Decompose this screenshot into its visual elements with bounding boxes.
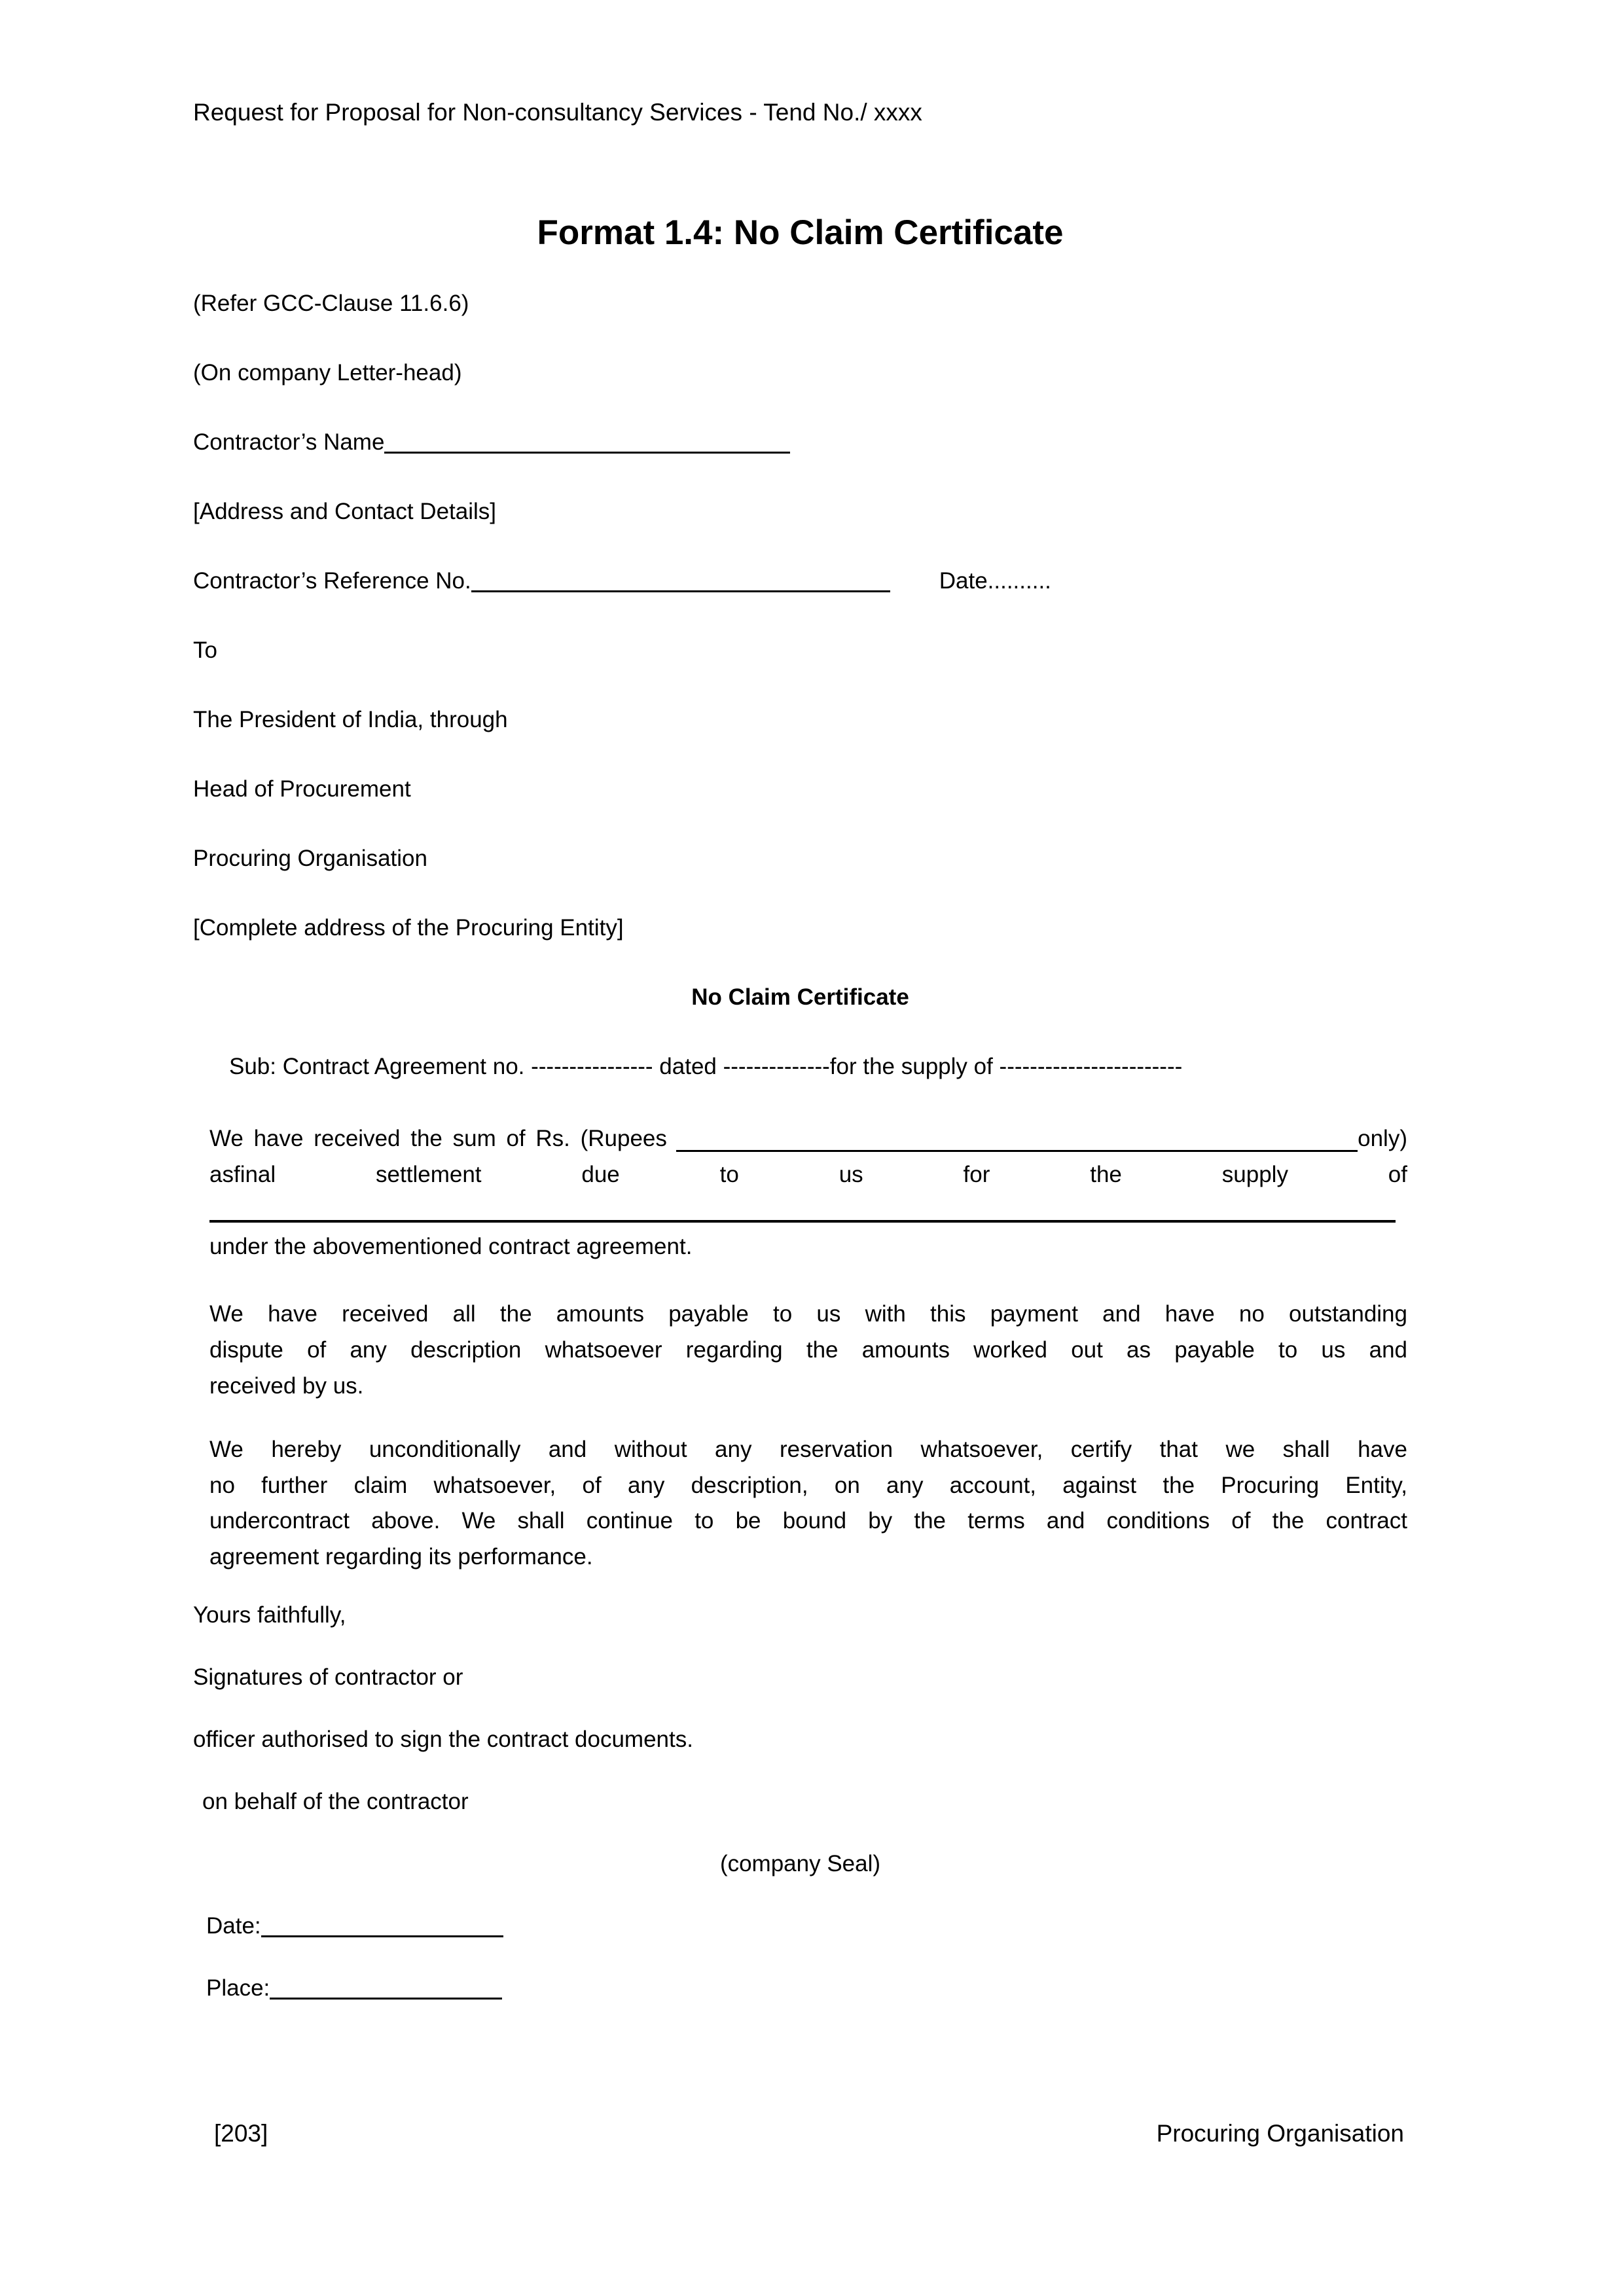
reference-no-blank [471, 590, 890, 592]
recipient-line-2: Head of Procurement [193, 776, 411, 802]
date-label: Date: [206, 1913, 261, 1939]
letterhead-note-line: (On company Letter-head) [193, 359, 462, 386]
supply-description-blank [209, 1220, 1396, 1223]
subject-line: Sub: Contract Agreement no. ---------------- dated --------------for the supply of ------------------------ [229, 1053, 1183, 1079]
certificate-heading: No Claim Certificate [691, 984, 909, 1010]
para3-line1: We hereby unconditionally and without any reservation whatsoever, certify that we shall have [209, 1436, 1407, 1462]
para1-line1 [209, 1121, 1407, 1157]
rupees-amount-blank [676, 1150, 1358, 1152]
to-line: To [193, 637, 217, 663]
reference-no-label: Contractor’s Reference No. [193, 567, 471, 594]
contractor-name-label: Contractor’s Name [193, 429, 385, 455]
para2-line2: dispute of any description whatsoever regarding the amounts worked out as payable to us and [209, 1336, 1407, 1363]
para1-line2: asfinal settlement due to us for the supply of [209, 1161, 1407, 1187]
signature-line-3: on behalf of the contractor [202, 1789, 469, 1815]
date-dotted: Date.......... [939, 567, 1051, 594]
para1-line1-suffix: only) [1358, 1125, 1407, 1151]
running-header: Request for Proposal for Non-consultancy Services - Tend No./ xxxx [193, 99, 922, 126]
footer-organisation: Procuring Organisation [1156, 2120, 1404, 2147]
paragraph-received-sum [209, 1121, 1407, 1265]
date-line [193, 1912, 1407, 1940]
page-content [193, 98, 1407, 2037]
company-seal-line: (company Seal) [719, 1851, 881, 1877]
yours-faithfully-line: Yours faithfully, [193, 1602, 346, 1628]
signature-line-2: officer authorised to sign the contract documents. [193, 1727, 693, 1753]
para3-line3: undercontract above. We shall continue to be bound by the terms and conditions of the contract [209, 1508, 1407, 1534]
para2-line3: received by us. [209, 1372, 364, 1399]
para2-line1: We have received all the amounts payable to us with this payment and have no outstanding [209, 1300, 1407, 1327]
recipient-line-3: Procuring Organisation [193, 845, 427, 871]
contractor-name-line [193, 429, 1407, 456]
date-blank [261, 1935, 503, 1937]
page-title: Format 1.4: No Claim Certificate [537, 213, 1064, 253]
footer-page-number: [203] [214, 2120, 268, 2147]
closing-block [193, 1602, 1407, 2002]
para1-line4: under the abovementioned contract agreement. [209, 1233, 693, 1259]
para3-line4: agreement regarding its performance. [209, 1544, 593, 1570]
contractor-name-blank [384, 452, 790, 454]
page-footer [214, 2119, 1404, 2148]
place-label: Place: [206, 1975, 270, 2001]
signature-line-1: Signatures of contractor or [193, 1664, 463, 1691]
para1-line3 [209, 1193, 1407, 1229]
recipient-line-4: [Complete address of the Procuring Entity] [193, 914, 624, 941]
paragraph-no-further-claim [209, 1432, 1407, 1576]
place-blank [270, 1998, 502, 2000]
recipient-line-1: The President of India, through [193, 706, 508, 732]
refer-clause-line: (Refer GCC-Clause 11.6.6) [193, 290, 469, 316]
para1-line1-text: We have received the sum of Rs. (Rupees [209, 1125, 667, 1151]
para3-line2: no further claim whatsoever, of any description, on any account, against the Procuring Entity, [209, 1472, 1407, 1498]
address-placeholder-line: [Address and Contact Details] [193, 498, 497, 524]
reference-no-line [193, 567, 1407, 595]
paragraph-no-dispute [209, 1297, 1407, 1405]
place-line [193, 1975, 1407, 2002]
